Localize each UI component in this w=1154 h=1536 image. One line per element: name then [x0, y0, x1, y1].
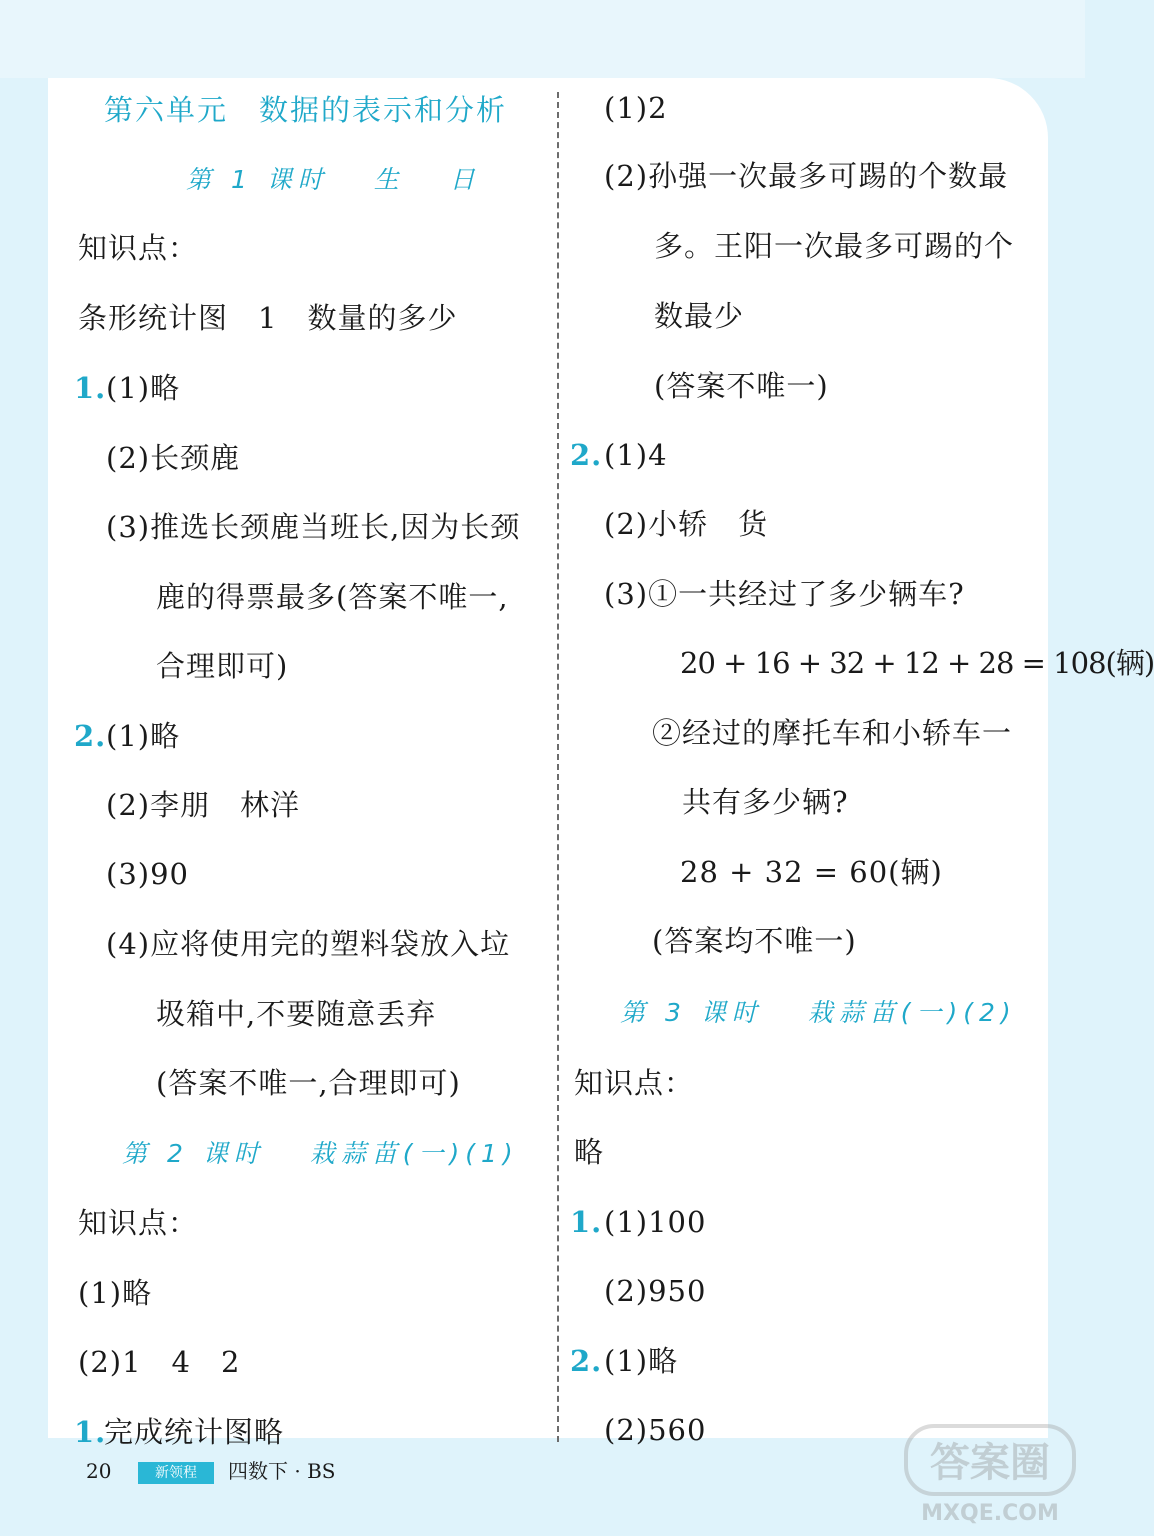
- question-number: 2.: [570, 1344, 603, 1378]
- unit-title: 第六单元 数据的表示和分析: [104, 93, 508, 127]
- knowledge-text: 条形统计图 1 数量的多少: [78, 301, 458, 335]
- knowledge-label: 知识点：: [78, 231, 199, 265]
- lesson-2-title: 第 2 课时 栽蒜苗(一)(1): [122, 1139, 519, 1168]
- question-number: 1.: [74, 1415, 107, 1449]
- question-number: 2.: [74, 719, 107, 753]
- answer-line: (1)略: [106, 719, 181, 753]
- answer-line: (2)小轿 货: [604, 507, 769, 541]
- watermark-domain: MXQE.COM: [921, 1501, 1059, 1526]
- answer-line: 合理即可): [156, 649, 289, 683]
- knowledge-label: 知识点：: [78, 1206, 199, 1240]
- brand-badge: 新领程: [138, 1462, 214, 1484]
- answer-line: 数最少: [654, 299, 745, 333]
- answer-line: 共有多少辆?: [682, 785, 849, 819]
- answer-line: (2)950: [604, 1274, 707, 1308]
- answer-line: 略: [574, 1135, 605, 1169]
- answer-line: (答案不唯一,合理即可): [156, 1066, 461, 1100]
- answer-line: (答案均不唯一): [652, 924, 857, 958]
- book-label: 四数下 · BS: [228, 1459, 336, 1483]
- answer-line: (1)4: [604, 438, 668, 472]
- answer-line: (1)略: [106, 371, 181, 405]
- answer-line: (4)应将使用完的塑料袋放入垃: [106, 927, 511, 961]
- answer-line: (2)1 4 2: [78, 1345, 241, 1379]
- watermark-text: 答案圈: [930, 1440, 1050, 1486]
- answer-line: (1)2: [604, 91, 668, 125]
- answer-line: (2)李朋 林洋: [106, 788, 301, 822]
- answer-line: 圾箱中,不要随意丢弃: [156, 997, 437, 1031]
- lesson-1-title: 第 1 课时 生 日: [186, 165, 481, 194]
- answer-line: (2)560: [604, 1413, 707, 1447]
- equation-line: 20 + 16 + 32 + 12 + 28 = 108(辆): [680, 646, 1154, 680]
- lesson-3-title: 第 3 课时 栽蒜苗(一)(2): [620, 998, 1017, 1027]
- top-band: [0, 0, 1085, 78]
- page-number: 20: [86, 1459, 112, 1483]
- answer-line: (3)①一共经过了多少辆车?: [604, 577, 965, 611]
- answer-line: ②经过的摩托车和小轿车一: [652, 716, 1013, 750]
- answer-line: (1)略: [604, 1344, 679, 1378]
- answer-line: (答案不唯一): [654, 369, 829, 403]
- answer-line: 多。王阳一次最多可踢的个: [654, 229, 1015, 263]
- answer-line: (2)长颈鹿: [106, 441, 241, 475]
- answer-line: (2)孙强一次最多可踢的个数最: [604, 159, 1009, 193]
- answer-line: (1)100: [604, 1205, 707, 1239]
- answer-line: (3)90: [106, 857, 189, 891]
- watermark-logo: [900, 1420, 1080, 1530]
- answer-line: 鹿的得票最多(答案不唯一,: [156, 580, 509, 614]
- question-number: 2.: [570, 438, 603, 472]
- answer-line: (3)推选长颈鹿当班长,因为长颈: [106, 510, 521, 544]
- knowledge-label: 知识点：: [574, 1066, 695, 1100]
- equation-line: 28 + 32 = 60(辆): [680, 855, 943, 889]
- column-divider: [557, 92, 559, 1442]
- answer-line: 完成统计图略: [104, 1415, 285, 1449]
- answer-line: (1)略: [78, 1276, 153, 1310]
- question-number: 1.: [570, 1205, 603, 1239]
- question-number: 1.: [74, 371, 107, 405]
